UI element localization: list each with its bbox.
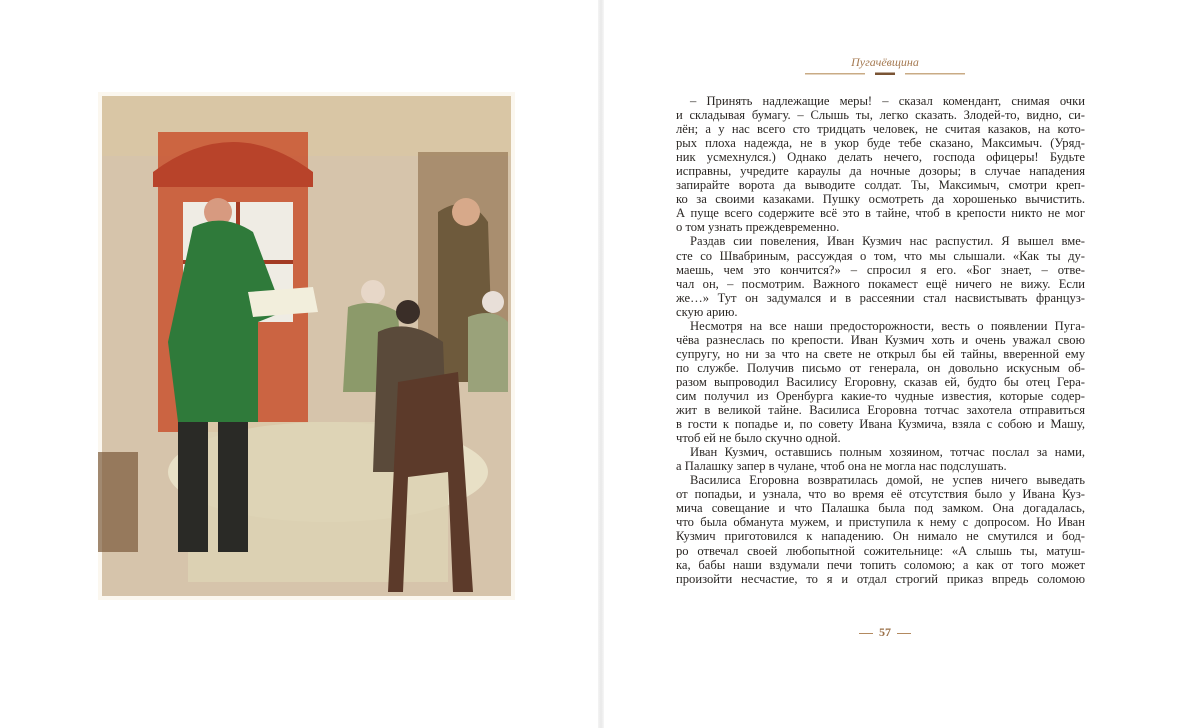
text-line: и складывая бумагу. – Слышь ты, легко сказать. Злодей-то, видно, си-	[676, 108, 1085, 123]
text-line: ко за своими казаками. Пушку осмотреть да хорошенько вычистить.	[676, 192, 1085, 207]
text-line: же…» Тут он задумался и в рассеянии стал насвистывать француз-	[676, 290, 1085, 305]
text-line: Несмотря на все наши предосторожности, весть о появлении Пуга-	[690, 318, 1085, 333]
text-line: маешь, чем это кончится?» – спросил я его. «Бог знает, – отве-	[676, 262, 1085, 277]
book-spine	[598, 0, 604, 728]
text-line: супругу, но ни за что на свете не открыл бы ей тайны, вверенной ему	[676, 346, 1085, 361]
illustration-council-scene	[98, 92, 515, 600]
text-line: лён; а у нас всего сто тридцать человек, не считая казаков, на кото-	[676, 122, 1085, 137]
text-line: Иван Кузмич, оставшись полным хозяином, тотчас послал за нами,	[690, 445, 1085, 460]
page-number	[830, 625, 940, 640]
text-line: в гости к попадье и, по совету Ивана Кузмича, взяла с собою и Машу,	[676, 417, 1085, 432]
text-line: что была обманута мужем, и приступила к нему с допросом. Но Иван	[676, 515, 1085, 530]
running-head-ornament	[805, 72, 965, 75]
text-line: ро отвечал своей любопытной сожительнице: «А слышь ты, матуш-	[676, 543, 1085, 558]
text-line: Василиса Егоровна возвратилась домой, не успев ничего выведать	[690, 473, 1085, 488]
text-line: исправны, учредите караулы да ночные дозоры; в случае нападения	[676, 164, 1085, 179]
text-line: ка, бабы наши вздумали печи топить соломою; а как от того может	[676, 557, 1085, 572]
text-line: жит в великой тайне. Василиса Егоровна тотчас захотела отправиться	[676, 403, 1085, 418]
text-line: сте со Швабриным, рассуждая о том, что мы слышали. «Как ты ду-	[676, 248, 1085, 263]
text-line: Кузмич приготовился к нападению. Он нимало не смутился и бод-	[676, 529, 1085, 544]
body-text	[676, 94, 1085, 586]
text-line: скую арию.	[676, 304, 738, 319]
text-line: рых плоха надежда, не в укор буде тебе сказано, Максимыч. (Уряд-	[676, 136, 1085, 151]
running-head: Пугачёвщина	[851, 55, 919, 69]
text-line: а Палашку запер в чулане, чтоб она не могла нас подслушать.	[676, 459, 1007, 474]
text-line: сим получил из Оренбурга какие-то чудные известия, которые содер-	[676, 388, 1085, 403]
text-line: чёва разнеслась по крепости. Иван Кузмич хоть и очень уважал свою	[676, 332, 1085, 347]
text-line: чтоб ей не было скучно одной.	[676, 431, 841, 446]
page-number-text: 57	[879, 625, 891, 639]
folio-dash-right	[897, 633, 911, 635]
text-line: Раздав сии повеления, Иван Кузмич нас распустил. Я вышел вме-	[690, 234, 1085, 249]
text-line: ник усмехнулся.) Однако делать нечего, господа офицеры! Будьте	[676, 150, 1085, 165]
text-line: чал он, – посмотрим. Важного покамест ещё ничего не вижу. Если	[676, 276, 1085, 291]
text-line: от попадьи, и узнала, что во время её отсутствия было у Ивана Куз-	[676, 487, 1085, 502]
folio-dash-left	[859, 633, 873, 635]
text-line: А пуще всего содержите всё это в тайне, чтоб в крепости никто не мог	[676, 206, 1085, 221]
text-line: разом выпроводил Василису Егоровну, сказав ей, будто бы отец Гера-	[676, 374, 1085, 389]
text-line: – Принять надлежащие меры! – сказал комендант, снимая очки	[690, 94, 1085, 108]
text-line: произойти несчастие, то я и отдал строгий приказ впредь соломою	[676, 571, 1085, 586]
text-line: по службе. Получив письмо от генерала, он довольно искусным об-	[676, 360, 1085, 375]
text-line: мича совещание и что Палашка была под замком. Она догадалась,	[676, 501, 1085, 516]
text-line: запирайте ворота да выводите солдат. Ты, Максимыч, смотри креп-	[676, 178, 1085, 193]
text-line: о том узнать преждевременно.	[676, 220, 840, 235]
